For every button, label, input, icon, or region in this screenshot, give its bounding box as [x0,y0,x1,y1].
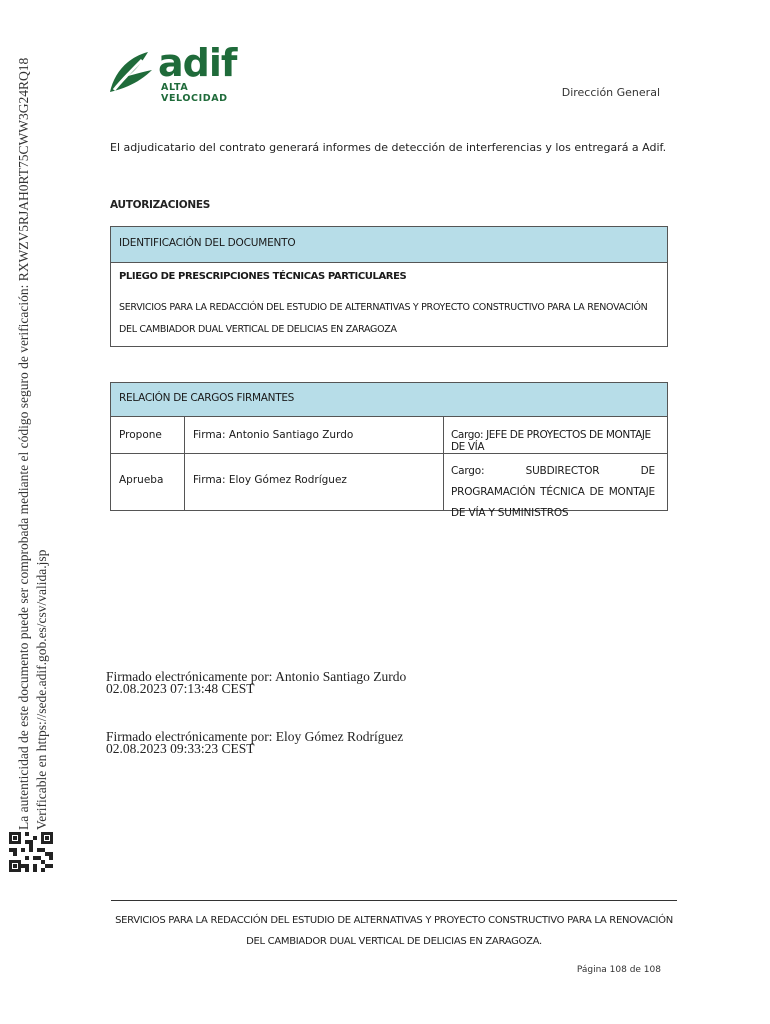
signer-role: Propone [119,429,162,441]
signer-position-cell [444,417,667,453]
signers-table-header: RELACIÓN DE CARGOS FIRMANTES [111,383,667,417]
section-title: AUTORIZACIONES [110,199,211,211]
footer-text: SERVICIOS PARA LA REDACCIÓN DEL ESTUDIO DE ALTERNATIVAS Y PROYECTO CONSTRUCTIVO PARA LA RENOVACIÓN DEL CAMBIADOR DUAL VERTICAL DE DELICIAS EN ZARAGOZA. [115,915,673,947]
verification-url: Verificable en https://sede.adif.gob.es/csv/valida.jsp [34,549,49,830]
logo-subtitle: ALTA VELOCIDAD [161,82,228,104]
document-description: SERVICIOS PARA LA REDACCIÓN DEL ESTUDIO DE ALTERNATIVAS Y PROYECTO CONSTRUCTIVO PARA LA RENOVACIÓN DEL CAMBIADOR DUAL VERTICAL DE DELICIAS EN ZARAGOZA [119,302,648,335]
signer-role-cell [111,417,185,453]
document-identification-header: IDENTIFICACIÓN DEL DOCUMENTO [111,227,667,263]
signer-position: Cargo: SUBDIRECTOR DE PROGRAMACIÓN TÉCNICA DE MONTAJE DE VÍA Y SUMINISTROS [451,465,655,519]
document-title: PLIEGO DE PRESCRIPCIONES TÉCNICAS PARTICULARES [119,271,407,282]
signer-position: Cargo: JEFE DE PROYECTOS DE MONTAJE DE VÍA [451,429,651,453]
electronic-signature-1 [106,671,406,695]
table-row [111,417,667,454]
signature-timestamp: 02.08.2023 07:13:48 CEST [106,681,255,696]
signers-table [110,382,668,519]
page-number: Página 108 de 108 [576,965,661,975]
qr-code-icon [9,832,53,872]
logo-wordmark: adif [158,41,237,85]
signer-position-cell [444,454,667,519]
electronic-signature-2 [106,731,403,755]
department-label: Dirección General [561,86,660,99]
footer-divider [111,900,677,901]
signer-signature-cell [185,417,444,453]
signature-timestamp: 02.08.2023 09:33:23 CEST [106,741,255,756]
signature-signer: Firmado electrónicamente por: Antonio Santiago Zurdo [106,669,407,684]
signer-signature: Firma: Eloy Gómez Rodríguez [193,474,347,486]
adif-logo [108,41,258,104]
signer-signature: Firma: Antonio Santiago Zurdo [193,429,354,441]
signature-signer: Firmado electrónicamente por: Eloy Gómez Rodríguez [106,729,404,744]
signer-role-cell [111,454,185,510]
document-identification-box [110,226,668,347]
signer-role: Aprueba [119,474,164,486]
table-row [111,454,667,519]
verification-note: La autenticidad de este documento puede ser comprobada mediante el código seguro de verificación: RXWZV5RJAH0RT75CWW3G24RQ18 [16,57,31,830]
adif-leaf-icon [108,50,154,94]
signer-signature-cell [185,454,444,510]
intro-paragraph: El adjudicatario del contrato generará informes de detección de interferencias y los entregará a Adif. [110,141,667,154]
